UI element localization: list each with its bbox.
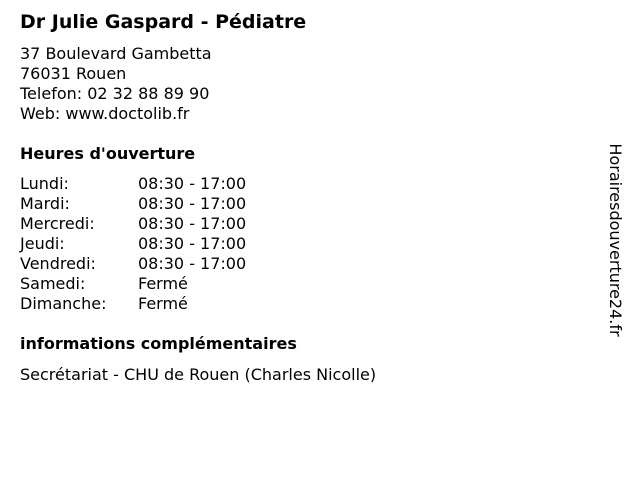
- hours-day: Samedi:: [20, 274, 86, 293]
- address-street: 37 Boulevard Gambetta: [20, 44, 212, 63]
- hours-day: Vendredi:: [20, 254, 96, 273]
- address-city: 76031 Rouen: [20, 64, 127, 83]
- hours-day: Mardi:: [20, 194, 70, 213]
- hours-time: 08:30 - 17:00: [138, 254, 247, 273]
- address-web: Web: www.doctolib.fr: [20, 104, 190, 123]
- hours-time: 08:30 - 17:00: [138, 234, 247, 253]
- opening-hours-heading: Heures d'ouverture: [20, 144, 196, 163]
- address-phone: Telefon: 02 32 88 89 90: [20, 84, 210, 103]
- address-block: [20, 44, 212, 124]
- additional-info-text: Secrétariat - CHU de Rouen (Charles Nicolle): [20, 365, 377, 384]
- additional-info-heading: informations complémentaires: [20, 334, 297, 353]
- hours-time: Fermé: [138, 274, 188, 293]
- hours-time: 08:30 - 17:00: [138, 214, 247, 233]
- hours-day: Lundi:: [20, 174, 69, 193]
- site-watermark: Horairesdouverture24.fr: [606, 143, 625, 337]
- hours-day: Dimanche:: [20, 294, 107, 313]
- hours-day: Mercredi:: [20, 214, 95, 233]
- hours-time: 08:30 - 17:00: [138, 194, 247, 213]
- hours-time: Fermé: [138, 294, 188, 313]
- page-title: Dr Julie Gaspard - Pédiatre: [20, 11, 307, 33]
- hours-day: Jeudi:: [20, 234, 65, 253]
- hours-time: 08:30 - 17:00: [138, 174, 247, 193]
